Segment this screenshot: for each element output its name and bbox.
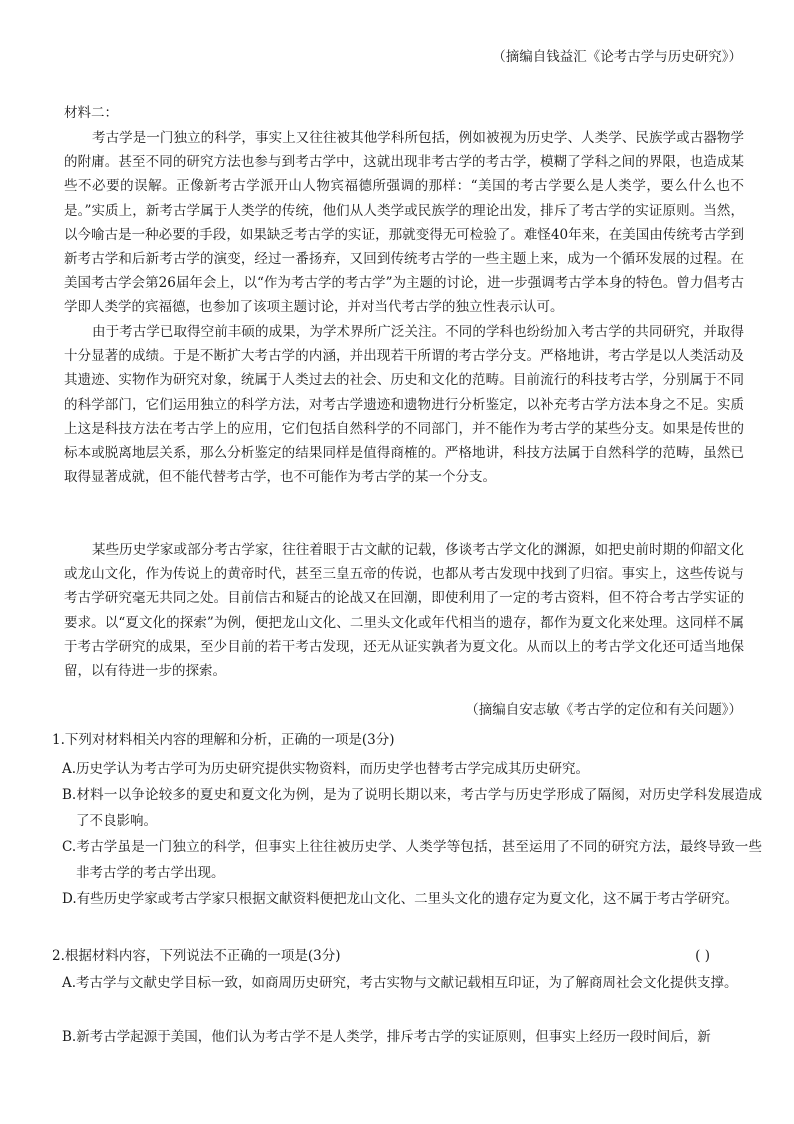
paragraph-2: 由于考古学已取得空前丰硕的成果，为学术界所广泛关注。不同的学科也纷纷加入考古学的共同研究，并取得十分显著的成绩。于是不断扩大考古学的内涵，并出现若干所谓的考古学分支。严格地讲，考古学是以人类活动及其遗迹、实物作为研究对象，统属于人类过去的社会、历史和文化的范畴。目前流行的科技考古学，分别属于不同的科学部门，它们运用独立的科学方法，对考古学遗迹和遗物进行分析鉴定，以补充考古学方法本身之不足。实质上这是科技方法在考古学上的应用，它们包括自然科学的不同部门，并不能作为考古学的某些分支。如果是传世的标本或脱离地层关系，那么分析鉴定的结果同样是值得商榷的。严格地讲，科技方法属于自然科学的范畴，虽然已取得显著成就，但不能代替考古学，也不可能作为考古学的某一个分支。 xyxy=(64,324,744,486)
question-1-option-c: C.考古学虽是一门独立的科学，但事实上往往被历史学、人类学等包括，甚至运用了不同的研究方法，最终导致一些非考古学的考古学出现。 xyxy=(62,839,762,881)
question-1-option-d: D.有些历史学家或考古学家只根据文献资料便把龙山文化、二里头文化的遗存定为夏文化，这不属于考古学研究。 xyxy=(62,891,739,907)
question-2-stem: 2.根据材料内容，下列说法不正确的一项是(3分) xyxy=(52,948,341,964)
source-citation-bottom: （摘编自安志敏《考古学的定位和有关问题》） xyxy=(465,702,742,718)
question-1-option-b: B.材料一以争论较多的夏史和夏文化为例，是为了说明长期以来，考古学与历史学形成了隔阂，对历史学科发展造成了不良影响。 xyxy=(62,787,762,829)
source-citation-top: （摘编自钱益汇《论考古学与历史研究》） xyxy=(492,49,742,65)
question-1-stem: 1.下列对材料相关内容的理解和分析，正确的一项是(3分) xyxy=(52,732,395,748)
question-2 xyxy=(52,946,752,966)
question-2-option-a: A.考古学与文献史学目标一致，如商周历史研究，考古实物与文献记载相互印证，为了解商周社会文化提供支撑。 xyxy=(62,975,738,991)
answer-blank: ( ) xyxy=(695,948,710,964)
material-heading: 材料二： xyxy=(64,105,118,121)
question-2-option-b: B.新考古学起源于美国，他们认为考古学不是人类学，排斥考古学的实证原则，但事实上经历一段时间后，新 xyxy=(62,1029,711,1045)
paragraph-3: 某些历史学家或部分考古学家，往往着眼于古文献的记载，侈谈考古学文化的渊源，如把史前时期的仰韶文化或龙山文化，作为传说上的黄帝时代，甚至三皇五帝的传说，也都从考古发现中找到了归宿。事实上，这些传说与考古学研究毫无共同之处。目前信古和疑古的论战又在回潮，即使利用了一定的考古资料，但不符合考古学实证的要求。以“夏文化的探索”为例，便把龙山文化、二里头文化或年代相当的遗存，都作为夏文化来处理。这同样不属于考古学研究的成果，至少目前的若干考古发现，还无从证实孰者为夏文化。从而以上的考古学文化还可适当地保留，以有待进一步的探索。 xyxy=(64,542,744,680)
paragraph-1: 考古学是一门独立的科学，事实上又往往被其他学科所包括，例如被视为历史学、人类学、民族学或古器物学的附庸。甚至不同的研究方法也参与到考古学中，这就出现非考古学的考古学，模糊了学科之间的界限，也造成某些不必要的误解。正像新考古学派开山人物宾福德所强调的那样：“美国的考古学要么是人类学，要么什么也不是。”实质上，新考古学属于人类学的传统，他们从人类学或民族学的理论出发，排斥了考古学的实证原则。当然，以今喻古是一种必要的手段，如果缺乏考古学的实证，那就变得无可检验了。难怪40年来，在美国由传统考古学到新考古学和后新考古学的演变，经过一番扬弃，又回到传统考古学的一些主题上来，成为一个循环发展的过程。在美国考古学会第26届年会上，以“作为考古学的考古学”为主题的讨论，进一步强调考古学本身的特色。曾力倡考古学即人类学的宾福德，也参加了该项主题讨论，并对当代考古学的独立性表示认可。 xyxy=(64,130,744,316)
question-1-option-a: A.历史学认为考古学可为历史研究提供实物资料，而历史学也替考古学完成其历史研究。 xyxy=(62,761,590,777)
